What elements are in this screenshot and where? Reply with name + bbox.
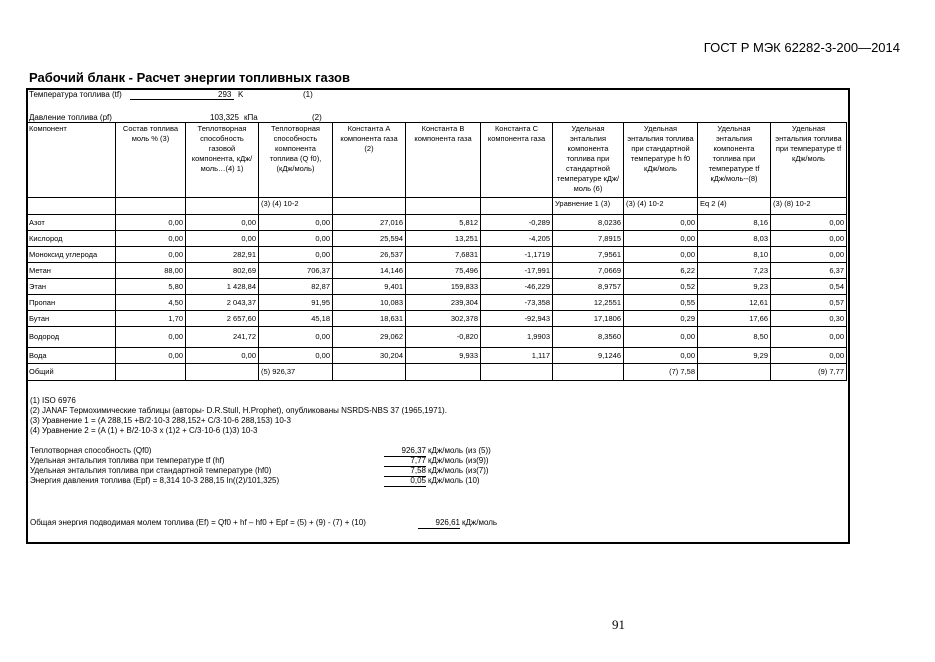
value-cell[interactable]: 12,2551 — [553, 295, 624, 311]
value-cell[interactable]: 26,537 — [333, 247, 406, 263]
value-cell[interactable]: 0,00 — [259, 327, 333, 348]
value-cell[interactable]: 9,401 — [333, 279, 406, 295]
note-2: (2) JANAF Термохимические таблицы (авторы- D.R.Stull, H.Prophet), опубликованы NSRDS-NBS 37 (1965,1971). — [30, 406, 447, 415]
value-cell[interactable]: -4,205 — [481, 231, 553, 247]
value-cell[interactable]: 25,594 — [333, 231, 406, 247]
value-cell[interactable]: 0,55 — [624, 295, 698, 311]
table-row — [27, 215, 847, 231]
value-cell[interactable]: -73,358 — [481, 295, 553, 311]
form-title: Рабочий бланк - Расчет энергии топливных газов — [29, 70, 350, 85]
column-header: Константа В компонента газа — [406, 123, 481, 198]
value-cell[interactable]: 7,23 — [698, 263, 771, 279]
value-cell[interactable]: 241,72 — [186, 327, 259, 348]
value-cell[interactable]: 0,00 — [186, 231, 259, 247]
value-cell[interactable]: 0,00 — [116, 231, 186, 247]
value-cell[interactable]: 0,00 — [116, 327, 186, 348]
summary-label: Энергия давления топлива (Epf) = 8,314 10-3 288,15 ln((2)/101,325) — [30, 476, 280, 485]
value-cell[interactable]: 91,95 — [259, 295, 333, 311]
total-row — [27, 364, 847, 381]
value-cell[interactable]: 0,00 — [771, 327, 847, 348]
value-cell[interactable]: 75,496 — [406, 263, 481, 279]
component-name: Бутан — [27, 311, 116, 327]
value-cell[interactable]: 9,933 — [406, 348, 481, 364]
value-cell[interactable]: 0,00 — [186, 215, 259, 231]
temp-unit: K — [238, 90, 244, 99]
component-name: Вода — [27, 348, 116, 364]
value-cell[interactable]: 0,00 — [259, 231, 333, 247]
component-name: Водород — [27, 327, 116, 348]
units-cell — [481, 198, 553, 215]
note-3: (3) Уравнение 1 = (A 288,15 +B/2·10-3 288,152+ C/3·10-6 288,153) 10-3 — [30, 416, 291, 425]
value-cell[interactable]: 9,1246 — [553, 348, 624, 364]
summary-unit: кДж/моль (10) — [428, 476, 480, 485]
value-cell[interactable]: 8,16 — [698, 215, 771, 231]
value-cell[interactable]: 0,00 — [116, 348, 186, 364]
total-energy-unit: кДж/моль — [462, 518, 498, 527]
pressure-unit: кПа — [244, 113, 258, 122]
header-row — [27, 123, 847, 198]
empty-cell — [333, 364, 406, 381]
value-cell[interactable]: 0,00 — [771, 215, 847, 231]
units-cell — [333, 198, 406, 215]
value-cell[interactable]: 0,00 — [186, 348, 259, 364]
page-number: 91 — [612, 617, 625, 632]
value-cell[interactable]: 88,00 — [116, 263, 186, 279]
total-hf0[interactable]: (7) 7,58 — [624, 364, 698, 381]
value-cell[interactable]: 18,631 — [333, 311, 406, 327]
value-cell[interactable]: 12,61 — [698, 295, 771, 311]
empty-cell — [698, 364, 771, 381]
value-cell[interactable]: 0,52 — [624, 279, 698, 295]
column-header: Теплотворная способность компонента топлива (Q f0), (кДж/моль) — [259, 123, 333, 198]
units-cell — [27, 198, 116, 215]
column-header: Компонент — [27, 123, 116, 198]
summary-value[interactable]: 7,77 — [384, 456, 426, 467]
value-cell[interactable]: 27,016 — [333, 215, 406, 231]
value-cell[interactable]: 0,00 — [771, 231, 847, 247]
pressure-ref: (2) — [312, 113, 322, 122]
table-row — [27, 295, 847, 311]
value-cell[interactable]: 8,03 — [698, 231, 771, 247]
value-cell[interactable]: 0,00 — [624, 348, 698, 364]
standard-code: ГОСТ Р МЭК 62282-3-200—2014 — [703, 40, 900, 55]
value-cell[interactable]: 10,083 — [333, 295, 406, 311]
column-header: Удельная энтальпия топлива при температуре tf кДж/моль — [771, 123, 847, 198]
total-energy-value[interactable]: 926,61 — [418, 518, 460, 529]
value-cell[interactable]: 30,204 — [333, 348, 406, 364]
summary-value[interactable]: 7,58 — [384, 466, 426, 477]
value-cell[interactable]: 8,50 — [698, 327, 771, 348]
temp-ref: (1) — [303, 90, 313, 99]
value-cell[interactable]: 5,80 — [116, 279, 186, 295]
pressure-label: Давление топлива (pf) — [29, 113, 112, 122]
value-cell[interactable]: 8,9757 — [553, 279, 624, 295]
value-cell[interactable]: 282,91 — [186, 247, 259, 263]
value-cell[interactable]: 8,3560 — [553, 327, 624, 348]
value-cell[interactable]: 29,062 — [333, 327, 406, 348]
energy-table — [26, 122, 847, 381]
value-cell[interactable]: 6,37 — [771, 263, 847, 279]
component-name: Моноксид углерода — [27, 247, 116, 263]
value-cell[interactable]: 302,378 — [406, 311, 481, 327]
column-header: Константа С компонента газа — [481, 123, 553, 198]
component-name: Метан — [27, 263, 116, 279]
value-cell[interactable]: 0,00 — [259, 348, 333, 364]
units-cell — [186, 198, 259, 215]
value-cell[interactable]: -92,943 — [481, 311, 553, 327]
value-cell[interactable]: 0,57 — [771, 295, 847, 311]
value-cell[interactable]: 2 657,60 — [186, 311, 259, 327]
column-header: Константа А компонента газа (2) — [333, 123, 406, 198]
summary-value[interactable]: 926,37 — [384, 446, 426, 457]
total-label: Общий — [27, 364, 116, 381]
value-cell[interactable]: 7,0669 — [553, 263, 624, 279]
units-cell: Уравнение 1 (3) — [553, 198, 624, 215]
table-row — [27, 263, 847, 279]
value-cell[interactable]: 1,70 — [116, 311, 186, 327]
value-cell[interactable]: 802,69 — [186, 263, 259, 279]
value-cell[interactable]: 4,50 — [116, 295, 186, 311]
summary-unit: кДж/моль (из(9)) — [428, 456, 489, 465]
component-name: Кислород — [27, 231, 116, 247]
value-cell[interactable]: 7,6831 — [406, 247, 481, 263]
summary-label: Теплотворная способность (Qf0) — [30, 446, 152, 455]
summary-unit: кДж/моль (из(7)) — [428, 466, 489, 475]
component-name: Этан — [27, 279, 116, 295]
table-row — [27, 247, 847, 263]
value-cell[interactable]: 0,00 — [624, 231, 698, 247]
value-cell[interactable]: 0,30 — [771, 311, 847, 327]
units-cell — [406, 198, 481, 215]
value-cell[interactable]: 0,00 — [771, 348, 847, 364]
temp-label: Температура топлива (tf) — [29, 90, 122, 99]
value-cell[interactable]: -1,1719 — [481, 247, 553, 263]
note-4: (4) Уравнение 2 = (A (1) + B/2·10-3 x (1)2 + C/3·10-6 (1)3) 10-3 — [30, 426, 258, 435]
summary-value[interactable]: 0,05 — [384, 476, 426, 487]
footnotes — [30, 396, 447, 436]
value-cell[interactable]: 239,304 — [406, 295, 481, 311]
table-row — [27, 311, 847, 327]
units-row — [27, 198, 847, 215]
note-1: (1) ISO 6976 — [30, 396, 76, 405]
value-cell[interactable]: -17,991 — [481, 263, 553, 279]
value-cell[interactable]: 0,00 — [771, 247, 847, 263]
value-cell[interactable]: 1 428,84 — [186, 279, 259, 295]
value-cell[interactable]: 45,18 — [259, 311, 333, 327]
column-header: Удельная энтальпия компонента топлива при температуре tf кДж/моль--(8) — [698, 123, 771, 198]
units-cell: (3) (8) 10-2 — [771, 198, 847, 215]
value-cell[interactable]: 17,1806 — [553, 311, 624, 327]
value-cell[interactable]: 0,00 — [116, 215, 186, 231]
value-cell[interactable]: -46,229 — [481, 279, 553, 295]
value-cell[interactable]: 706,37 — [259, 263, 333, 279]
value-cell[interactable]: 7,9561 — [553, 247, 624, 263]
value-cell[interactable]: 0,00 — [259, 215, 333, 231]
component-name: Азот — [27, 215, 116, 231]
value-cell[interactable]: 8,0236 — [553, 215, 624, 231]
table-row — [27, 327, 847, 348]
summary-label: Удельная энтальпия топлива при температуре tf (hf) — [30, 456, 225, 465]
table-row — [27, 279, 847, 295]
units-cell: Eq 2 (4) — [698, 198, 771, 215]
temp-value[interactable]: 293 — [218, 90, 232, 99]
value-cell[interactable]: 14,146 — [333, 263, 406, 279]
column-header: Состав топлива моль % (3) — [116, 123, 186, 198]
total-q[interactable]: (5) 926,37 — [259, 364, 333, 381]
empty-cell — [186, 364, 259, 381]
total-energy-label: Общая энергия подводимая молем топлива (Ef) = Qf0 + hf – hf0 + Epf = (5) + (9) - (7) + (10) — [30, 518, 366, 527]
value-cell[interactable]: 7,8915 — [553, 231, 624, 247]
value-cell[interactable]: 6,22 — [624, 263, 698, 279]
value-cell[interactable]: 9,29 — [698, 348, 771, 364]
value-cell[interactable]: -0,289 — [481, 215, 553, 231]
empty-cell — [481, 364, 553, 381]
summary-unit: кДж/моль (из (5)) — [428, 446, 491, 455]
value-cell[interactable]: 1,9903 — [481, 327, 553, 348]
component-name: Пропан — [27, 295, 116, 311]
value-cell[interactable]: 0,29 — [624, 311, 698, 327]
total-hf[interactable]: (9) 7,77 — [771, 364, 847, 381]
column-header: Удельная энтальпия топлива при стандартной температуре h f0 кДж/моль — [624, 123, 698, 198]
empty-cell — [406, 364, 481, 381]
value-cell[interactable]: 8,10 — [698, 247, 771, 263]
column-header: Удельная энтальпия компонента топлива при стандартной температуре кДж/моль (6) — [553, 123, 624, 198]
pressure-value[interactable]: 103,325 — [210, 113, 239, 122]
value-cell[interactable]: 0,54 — [771, 279, 847, 295]
value-cell[interactable]: 1,117 — [481, 348, 553, 364]
value-cell[interactable]: 2 043,37 — [186, 295, 259, 311]
units-cell: (3) (4) 10-2 — [624, 198, 698, 215]
value-cell[interactable]: 82,87 — [259, 279, 333, 295]
value-cell[interactable]: 5,812 — [406, 215, 481, 231]
value-cell[interactable]: 159,833 — [406, 279, 481, 295]
value-cell[interactable]: 0,00 — [624, 215, 698, 231]
units-cell — [116, 198, 186, 215]
value-cell[interactable]: 0,00 — [624, 247, 698, 263]
column-header: Теплотворная способность газовой компонента, кДж/моль…(4) 1) — [186, 123, 259, 198]
value-cell[interactable]: 9,23 — [698, 279, 771, 295]
empty-cell — [116, 364, 186, 381]
value-cell[interactable]: 0,00 — [116, 247, 186, 263]
value-cell[interactable]: 17,66 — [698, 311, 771, 327]
summary-label: Удельная энтальпия топлива при стандартной температуре (hf0) — [30, 466, 272, 475]
value-cell[interactable]: 0,00 — [624, 327, 698, 348]
value-cell[interactable]: 0,00 — [259, 247, 333, 263]
empty-cell — [553, 364, 624, 381]
table-row — [27, 348, 847, 364]
table-row — [27, 231, 847, 247]
value-cell[interactable]: -0,820 — [406, 327, 481, 348]
value-cell[interactable]: 13,251 — [406, 231, 481, 247]
units-cell: (3) (4) 10-2 — [259, 198, 333, 215]
